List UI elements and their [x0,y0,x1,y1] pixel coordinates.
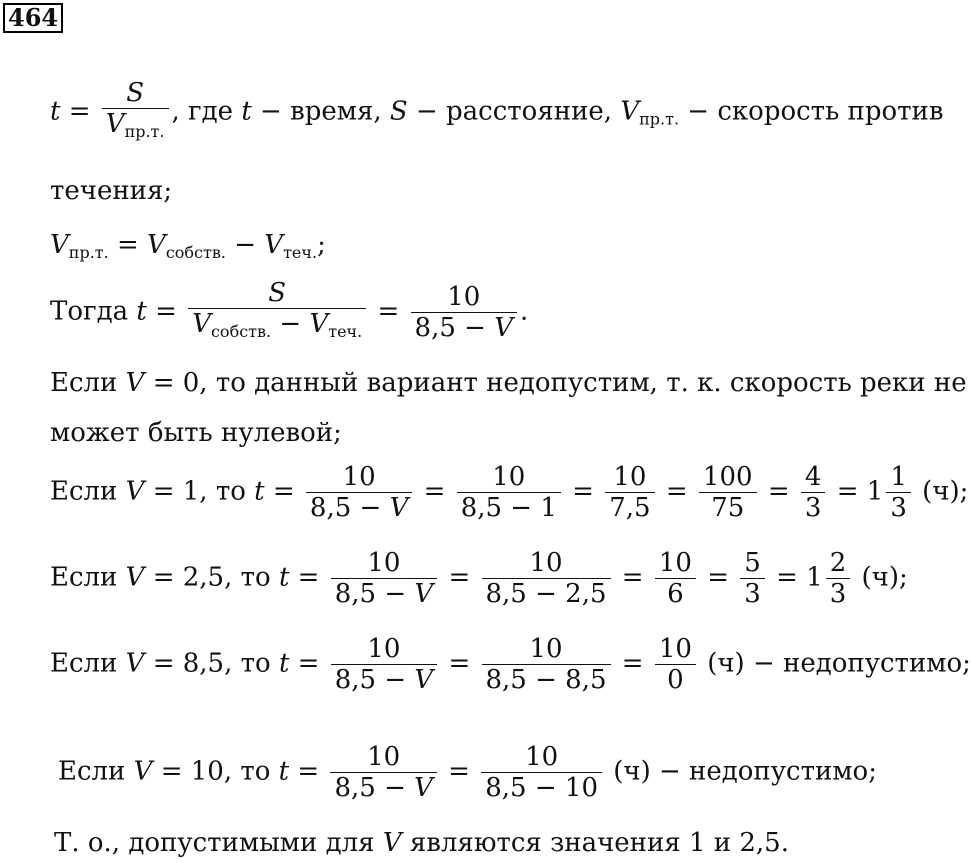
var-v: V [414,579,434,609]
fraction-numerator: S [102,78,169,109]
equals-sign: = [116,230,139,260]
equals-sign: = [423,476,446,507]
subscript: пр.т. [68,243,109,262]
text: = 0, то данный вариант недопустим, т. к. скорость реки не [144,368,967,398]
text: Если [50,648,126,679]
var-t: t [50,96,61,127]
fraction-numerator: 2 [826,548,851,579]
equals-sign: = [776,562,798,593]
fraction [330,742,436,803]
fraction [826,548,851,609]
fraction-denominator: 8,5 − [334,665,415,695]
fraction [481,742,602,803]
text: Если [58,756,134,787]
text: являются значения 1 и 2,5. [401,828,789,858]
subscript: теч. [328,322,363,341]
var-t: t [254,476,265,507]
var-v: V [494,313,513,343]
var-v: V [105,109,125,139]
subscript: собств. [165,243,226,262]
whole-part: 1 [866,476,884,507]
text: = 2,5, то [144,562,279,593]
equals-sign: = [297,756,320,787]
equals-sign: = [272,476,295,507]
minus-sign: − [225,230,265,260]
case-v8-5 [50,634,971,695]
var-v: V [414,665,434,695]
unit-text: (ч); [861,562,908,593]
var-v: V [192,309,211,339]
case-v2-5 [50,548,908,609]
fraction [306,462,412,523]
fraction-numerator: 10 [481,742,602,773]
text: = 10, то [152,756,279,787]
var-v: V [414,773,433,803]
fraction-denominator: 8,5 − [414,313,495,343]
equals-sign: = [707,562,729,593]
fraction-denominator: 0 [667,665,684,695]
equals-sign: = [767,476,790,507]
case-v10 [58,742,877,803]
var-t: t [278,756,290,787]
fraction-denominator: 3 [744,579,761,609]
text: может быть нулевой; [50,418,342,448]
var-v: V [147,230,166,260]
subscript: пр.т. [639,109,680,129]
var-s: S [389,96,408,127]
var-t: t [278,562,290,593]
fraction-denominator: 8,5 − 2,5 [485,579,607,609]
fraction-denominator: 8,5 − 1 [460,493,557,523]
var-t: t [241,96,252,127]
fraction-numerator: 5 [740,548,765,579]
text: Т. о., допустимыми для [54,828,383,858]
fraction-numerator: 10 [457,462,561,493]
case-v1 [50,462,968,523]
equals-sign: = [448,648,471,679]
fraction [740,548,765,609]
fraction [699,462,757,523]
equals-sign: = [572,476,594,507]
fraction-numerator: 10 [655,548,696,579]
text: − время, [251,96,390,127]
fraction-denominator: 7,5 [609,493,651,523]
fraction [655,548,696,609]
var-v: V [125,368,145,398]
equals-sign: = [621,562,644,593]
fraction-numerator: 10 [330,742,436,773]
equals-sign: = [297,648,320,679]
fraction-numerator: 10 [411,282,517,313]
fraction-numerator: 10 [331,634,437,665]
equals-sign: = [448,562,471,593]
subscript: собств. [210,322,272,341]
fraction-denominator: 8,5 − [334,773,415,803]
text: − расстояние, [407,96,621,127]
fraction-denominator: 3 [890,493,907,523]
conclusion [54,828,789,858]
var-v: V [125,562,145,593]
fraction [886,462,911,523]
unit-text: (ч) − недопустимо; [613,756,877,787]
text: − скорость против [679,96,944,127]
var-v: V [125,476,145,507]
fraction-numerator: 4 [801,462,826,493]
fraction [482,548,611,609]
text: = 8,5, то [144,648,279,679]
fraction [188,278,366,347]
equals-sign: = [665,476,688,507]
unit-text: (ч) − недопустимо; [707,648,971,679]
var-t: t [136,296,147,327]
text: Тогда [50,296,137,327]
problem-number: 464 [3,3,63,33]
var-v: V [389,493,409,523]
definition-line [50,78,943,147]
fraction [655,634,696,695]
fraction-numerator: S [188,278,366,309]
fraction [605,462,654,523]
text: . [519,296,529,327]
fraction [331,548,437,609]
equals-sign: = [836,476,859,507]
fraction-denominator: 8,5 − [309,493,390,523]
equals-sign: = [297,562,320,593]
fraction-denominator: 8,5 − 10 [485,773,598,803]
fraction-denominator: 6 [667,579,684,609]
fraction [457,462,561,523]
fraction-denominator: 8,5 − 8,5 [485,665,607,695]
subscript: теч. [283,243,318,262]
var-v: V [382,828,402,858]
fraction-numerator: 10 [482,634,611,665]
whole-part: 1 [806,562,823,593]
var-t: t [278,648,290,679]
var-v: V [50,230,69,260]
fraction-numerator: 10 [306,462,412,493]
minus-sign: − [271,309,310,339]
text: Если [50,476,126,507]
equals-sign: = [155,296,177,327]
then-line [50,278,528,347]
text: , где [171,96,242,127]
fraction-numerator: 10 [605,462,654,493]
fraction-numerator: 1 [886,462,911,493]
var-v: V [620,96,640,127]
var-v: V [309,309,329,339]
fraction-denominator: 75 [711,493,745,523]
text: Если [50,368,126,398]
fraction [411,282,517,343]
fraction [801,462,826,523]
fraction-denominator: 3 [829,579,847,609]
fraction-numerator: 10 [655,634,696,665]
text: = 1, то [144,476,255,507]
var-v: V [133,756,153,787]
equals-sign: = [621,648,644,679]
equals-sign: = [68,96,91,127]
equals-sign: = [448,756,470,787]
fraction-numerator: 10 [482,548,611,579]
text: течения; [50,176,173,206]
velocity-relation [50,230,326,268]
fraction [331,634,437,695]
fraction [482,634,611,695]
fraction-s-over-v [102,78,169,147]
case-v0 [50,368,967,398]
text: ; [317,230,326,260]
fraction-numerator: 10 [331,548,437,579]
fraction-denominator: 3 [804,493,822,523]
fraction-numerator: 100 [699,462,757,493]
subscript: пр.т. [124,122,165,141]
var-v: V [125,648,145,679]
definition-line-cont [50,176,172,206]
unit-text: (ч); [922,476,969,507]
equals-sign: = [377,296,400,327]
var-v: V [264,230,284,260]
text: Если [50,562,126,593]
fraction-denominator: 8,5 − [334,579,415,609]
case-v0-cont [50,418,342,448]
